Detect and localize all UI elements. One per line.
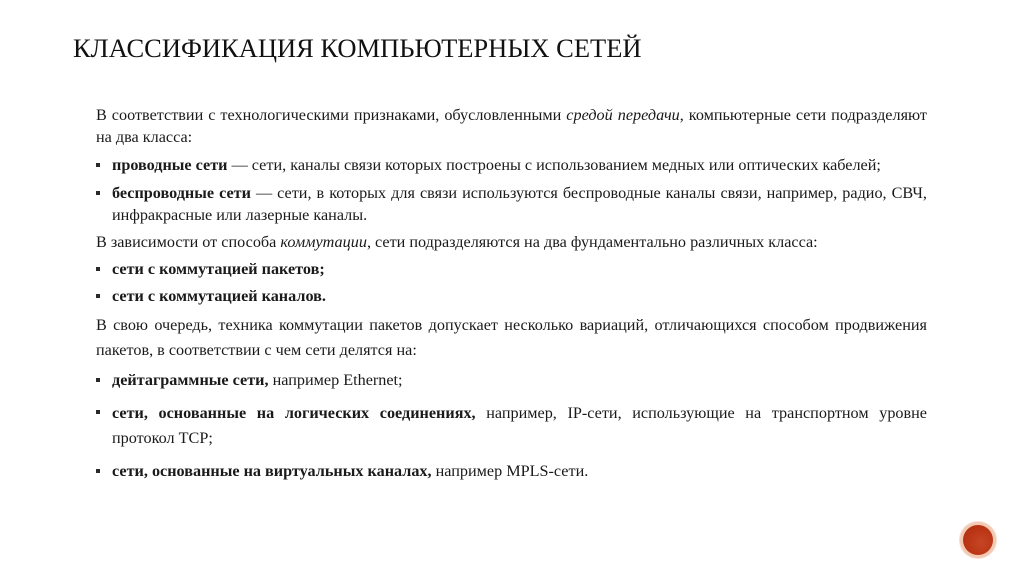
slide-content [96, 104, 927, 482]
list-item-text: — сети, в которых для связи используются беспроводные каналы связи, например, радио, СВЧ, инфракрасные или лазерные каналы. [112, 184, 927, 224]
bullet-icon [96, 163, 100, 167]
slide-title: КЛАССИФИКАЦИЯ КОМПЬЮТЕРНЫХ СЕТЕЙ [73, 33, 642, 63]
list-item-text: — сети, каналы связи которых построены с использованием медных или оптических кабелей; [227, 156, 881, 174]
bullet-icon [96, 469, 100, 473]
bullet-icon [96, 267, 100, 271]
bold-term: сети, основанные на виртуальных каналах, [112, 462, 432, 480]
bullet-icon [96, 191, 100, 195]
emphasis-term: средой передачи [566, 106, 680, 124]
list-item-virtual-channels [96, 460, 927, 482]
bold-term: дейтаграммные сети, [112, 371, 269, 389]
bullet-icon [96, 410, 100, 414]
paragraph-text: , компьютерные сети подразделяют на два класса: [96, 106, 927, 146]
paragraph-transmission-medium [96, 104, 927, 148]
paragraph-text: В зависимости от способа [96, 233, 281, 251]
list-item-packet-switching [96, 258, 927, 280]
bold-term: сети с коммутацией каналов. [112, 287, 326, 305]
list-item-circuit-switching [96, 285, 927, 307]
bullet-icon [96, 378, 100, 382]
emphasis-term: коммутации [280, 233, 367, 251]
bullet-icon [96, 294, 100, 298]
list-item-wireless-networks [96, 182, 927, 226]
list-item-datagram-networks [96, 369, 927, 391]
circle-marker-fill [963, 525, 993, 555]
list-item-text: например, IP-сети, использующие на транспортном уровне протокол TCP; [112, 404, 927, 447]
paragraph-packet-variations: В свою очередь, техника коммутации пакетов допускает несколько вариаций, отличающихся способом продвижения пакетов, в соответствии с чем сети делятся на: [96, 316, 927, 359]
bold-term: сети с коммутацией пакетов; [112, 260, 325, 278]
list-item-wired-networks [96, 154, 927, 176]
bold-term: беспроводные сети [112, 184, 251, 202]
list-item-logical-connections [96, 401, 927, 451]
list-item-text: например Ethernet; [268, 371, 403, 389]
bold-term: проводные сети [112, 156, 228, 174]
list-item-text: например MPLS-сети. [431, 462, 589, 480]
circle-marker-icon [960, 522, 996, 558]
paragraph-text: В соответствии с технологическими признаками, обусловленными [96, 106, 567, 124]
paragraph-switching [96, 231, 927, 253]
paragraph-text: , сети подразделяются на два фундаментально различных класса: [366, 233, 818, 251]
bold-term: сети, основанные на логических соединениях, [112, 404, 476, 422]
